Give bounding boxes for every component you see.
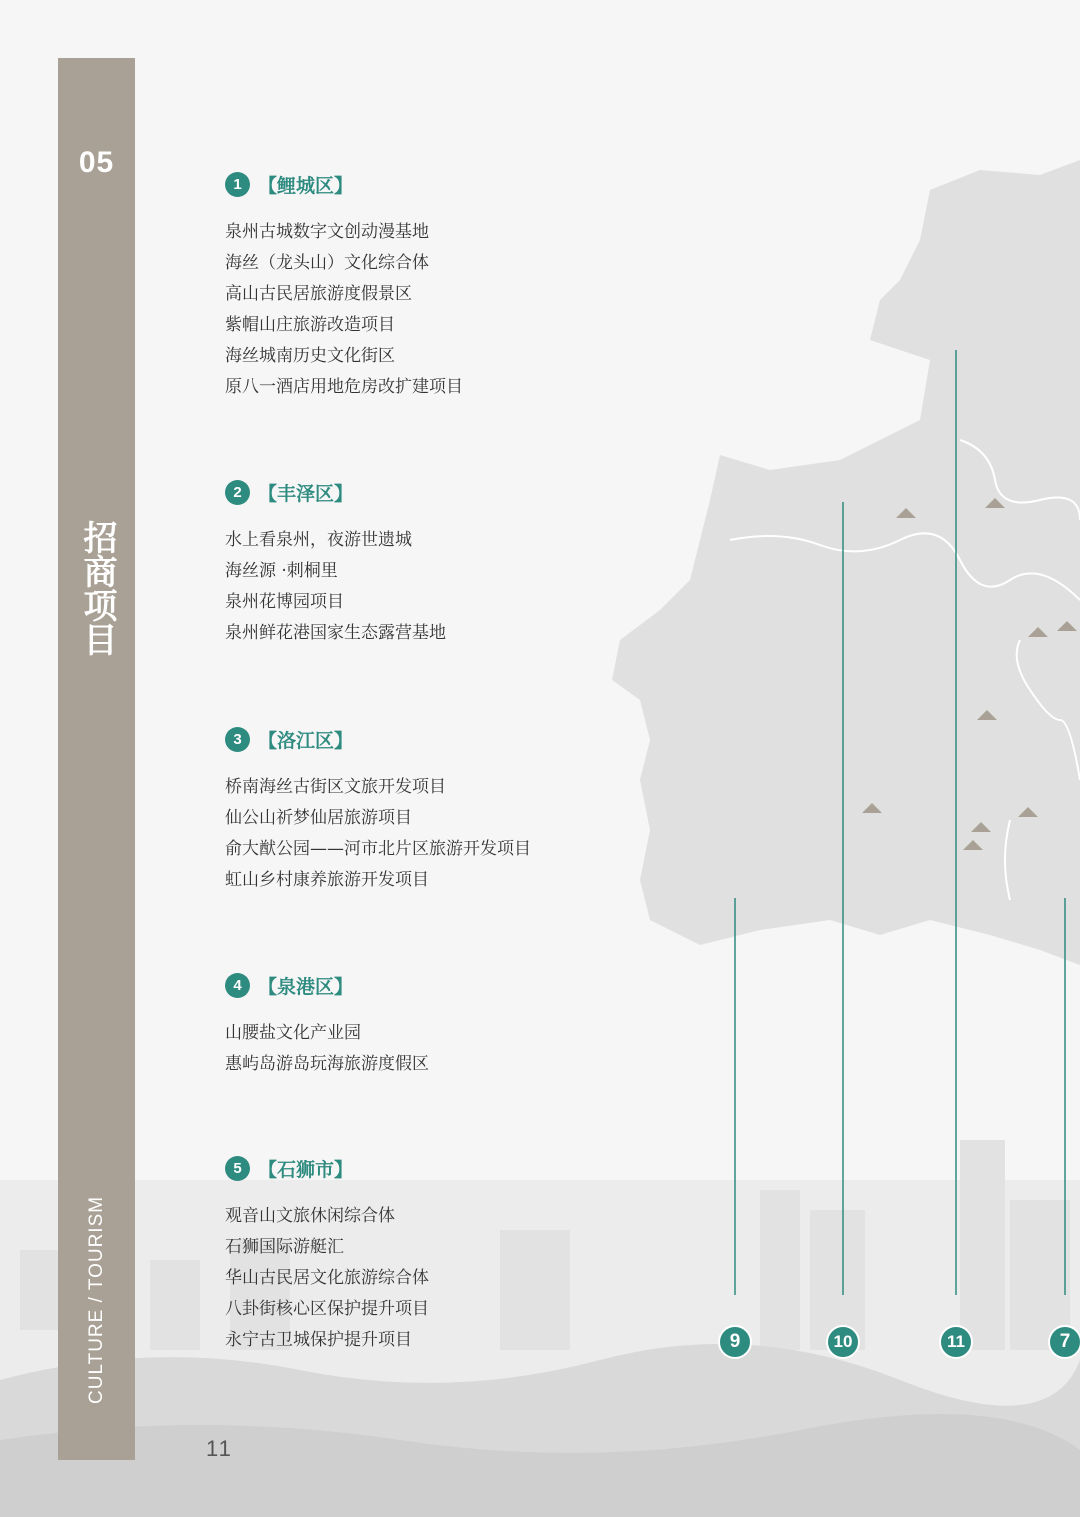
district-heading: 【丰泽区】 bbox=[258, 482, 354, 505]
section-number-badge: 1 bbox=[225, 172, 250, 197]
list-item: 海丝源 ·刺桐里 bbox=[225, 561, 338, 581]
section-licheng bbox=[225, 169, 463, 403]
district-heading: 【洛江区】 bbox=[258, 729, 354, 752]
map-marker-11: 11 bbox=[939, 1325, 973, 1359]
list-item: 泉州花博园项目 bbox=[225, 592, 344, 612]
chapter-number: 05 bbox=[78, 146, 115, 179]
list-item: 八卦街核心区保护提升项目 bbox=[225, 1299, 429, 1319]
list-item: 紫帽山庄旅游改造项目 bbox=[225, 315, 395, 335]
list-item: 永宁古卫城保护提升项目 bbox=[225, 1330, 412, 1350]
section-quangang bbox=[225, 970, 429, 1080]
district-heading: 【鲤城区】 bbox=[258, 174, 354, 197]
list-item: 虹山乡村康养旅游开发项目 bbox=[225, 870, 429, 890]
list-item: 海丝城南历史文化街区 bbox=[225, 346, 395, 366]
list-item: 桥南海丝古街区文旅开发项目 bbox=[225, 777, 446, 797]
section-number-badge: 4 bbox=[225, 973, 250, 998]
list-item: 海丝（龙头山）文化综合体 bbox=[225, 253, 429, 273]
list-item: 惠屿岛游岛玩海旅游度假区 bbox=[225, 1054, 429, 1074]
list-item: 华山古民居文化旅游综合体 bbox=[225, 1268, 429, 1288]
list-item: 原八一酒店用地危房改扩建项目 bbox=[225, 377, 463, 397]
chapter-title: 招商项目 bbox=[77, 520, 117, 656]
section-number-badge: 5 bbox=[225, 1156, 250, 1181]
map-marker-10: 10 bbox=[826, 1325, 860, 1359]
section-shishi bbox=[225, 1153, 429, 1356]
district-heading: 【泉港区】 bbox=[258, 975, 354, 998]
region-map bbox=[600, 160, 1080, 1380]
chapter-subtitle: CULTURE / TOURISM bbox=[85, 1195, 107, 1404]
list-item: 泉州鲜花港国家生态露营基地 bbox=[225, 623, 446, 643]
list-item: 仙公山祈梦仙居旅游项目 bbox=[225, 808, 412, 828]
section-luojiang bbox=[225, 724, 531, 896]
list-item: 观音山文旅休闲综合体 bbox=[225, 1206, 395, 1226]
map-marker-9: 9 bbox=[718, 1325, 752, 1359]
list-item: 山腰盐文化产业园 bbox=[225, 1023, 361, 1043]
section-number-badge: 2 bbox=[225, 480, 250, 505]
list-item: 高山古民居旅游度假景区 bbox=[225, 284, 412, 304]
page-number: 11 bbox=[206, 1436, 233, 1461]
map-marker-7: 7 bbox=[1048, 1325, 1080, 1359]
section-number-badge: 3 bbox=[225, 727, 250, 752]
list-item: 石狮国际游艇汇 bbox=[225, 1237, 344, 1257]
list-item: 俞大猷公园——河市北片区旅游开发项目 bbox=[225, 839, 531, 859]
map-landmass bbox=[612, 160, 1080, 965]
list-item: 水上看泉州，夜游世遗城 bbox=[225, 530, 412, 550]
district-heading: 【石狮市】 bbox=[258, 1158, 354, 1181]
section-fengze bbox=[225, 477, 446, 649]
chapter-sidebar bbox=[58, 58, 135, 1460]
list-item: 泉州古城数字文创动漫基地 bbox=[225, 222, 429, 242]
